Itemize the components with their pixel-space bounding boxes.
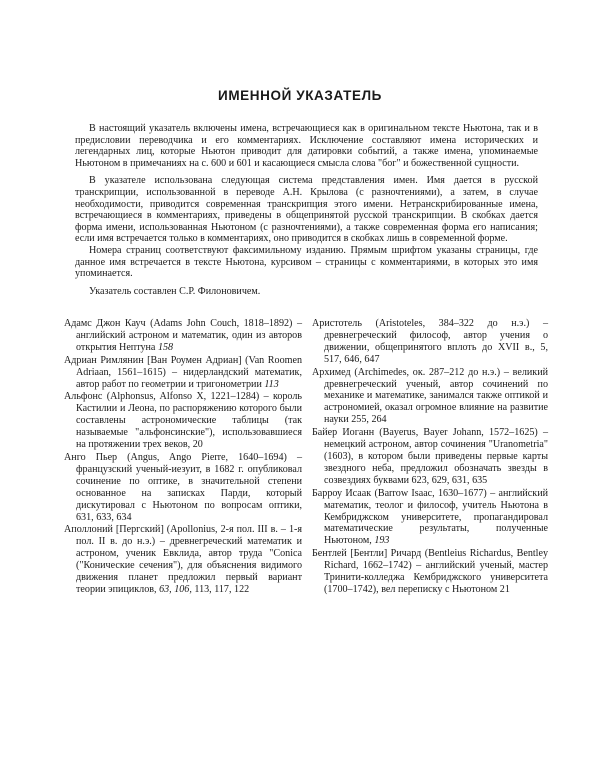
index-column-right — [312, 318, 548, 597]
intro-author-note: Указатель составлен С.Р. Филоновичем. — [89, 285, 261, 297]
entry-text-pages: 623, 629, 631, 635 — [411, 474, 488, 486]
index-entry — [64, 524, 302, 595]
entry-text-pages: 113, 117, 122 — [191, 583, 250, 595]
intro-paragraph-2: В указателе использована следующая система представления имен. Имя дается в русской транскрипции, использованной в переводе А.Н. Крылова (с разночтениями), а затем, в случае необходимости, приводится современная транскрипция этого имени. Нетранскрибированные имена, встречающиеся в комментариях, приведены в общепринятой русской транскрипции. В скобках дается форма имени, использованная Ньютоном (с разночтениями), а также современная форма его написания; если имя встречается только в комментариях, оно приводится в скобках лишь в современной форме. — [75, 175, 538, 245]
entry-text: Адриан Римлянин [Ван Роумен Адриан] (Van Roomen Adriaan, 1561–1615) – нидерландский математик, автор работ по геометрии и тригонометрии — [64, 354, 302, 390]
entry-comment-pages: 113 — [264, 378, 279, 390]
index-entry — [312, 488, 548, 548]
index-entry — [64, 452, 302, 523]
entry-text-pages: 21 — [499, 583, 510, 595]
entry-text-pages: 631, 633, 634 — [76, 511, 132, 523]
entry-comment-pages: 158 — [157, 341, 174, 353]
index-entry — [64, 391, 302, 451]
entry-text: Байер Иоганн (Bayerus, Bayer Johann, 1572–1625) – немецкий астроном, автор сочинения "Uranometria" (1603), в котором были приведены первые карты звездного неба, предложил обозначать звезды в созвездиях буквами — [312, 427, 548, 486]
entry-text: Адамс Джон Кауч (Adams John Couch, 1818–1892) – английский астроном и математик, один из авторов открытия Нептуна — [64, 318, 302, 353]
entry-text: Анго Пьер (Angus, Ango Pierre, 1640–1694) – французский ученый-иезуит, в 1682 г. опубликовал сочинение по оптике, в значительной степени основанное на записках Парди, который дискутировал с Ньютоном по вопросам оптики, — [64, 451, 302, 511]
entry-text-pages: 20 — [192, 439, 203, 451]
intro-paragraph-3: Номера страниц соответствуют факсимильному изданию. Прямым шрифтом указаны страницы, где данное имя встречается в тексте Ньютона, курсивом – страницы с комментариями, в которых это имя упоминается. — [75, 244, 538, 280]
index-entry — [312, 427, 548, 487]
entry-text: Альфонс (Alphonsus, Alfonso X, 1221–1284) – король Кастилии и Леона, по распоряжению которого были составлены астрономические таблицы (так называемые "альфонсинские"), использовавшиеся на протяжении трех веков, — [64, 391, 302, 451]
intro-section — [75, 123, 538, 297]
entry-comment-pages: 63, 106, — [159, 583, 192, 595]
index-entry — [312, 367, 548, 427]
entry-text: Аполлоний [Пергский] (Apollonius, 2-я пол. III в. – 1-я пол. II в. до н.э.) – древнегреческий математик и астроном, ученик Евклида, автор труда "Conica ("Конические сечения"), для объяснения видимого движения планет предложил первый вариант теории эпициклов, — [64, 524, 302, 595]
entry-text-pages: 255, 264 — [351, 414, 387, 426]
page-title: ИМЕННОЙ УКАЗАТЕЛЬ — [218, 88, 382, 103]
index-entry — [312, 548, 548, 596]
entry-text: Бентлей [Бентли] Ричард (Bentleius Richardus, Bentley Richard, 1662–1742) – английский ученый, мастер Тринити-колледжа Кембриджского университета (1700–1742), вел переписку с Ньютоном — [312, 548, 548, 595]
index-entry — [312, 318, 548, 366]
entry-text: Архимед (Archimedes, ок. 287–212 до н.э.) – великий древнегреческий ученый, автор сочинений по механике и математике, занимался также оптикой и астрономией, оказал огромное влияние на развитие науки — [312, 366, 548, 426]
index-column-left — [64, 318, 302, 597]
index-entry — [64, 355, 302, 391]
index-entry — [64, 318, 302, 354]
entry-text: Аристотель (Aristoteles, 384–322 до н.э.) – древнегреческий философ, автор учения о движении, общепринятого вплоть до XVII в., — [312, 318, 548, 353]
entry-text: Барроу Исаак (Barrow Isaac, 1630–1677) – английский математик, теолог и философ, учитель Ньютона в Кембриджском университете, пропагандировал математические результаты, полученные Ньютоном, — [312, 487, 548, 547]
entry-comment-pages: 193 — [374, 535, 390, 547]
entry-text-pages: 5, 517, 646, 647 — [324, 341, 548, 365]
intro-paragraph-1: В настоящий указатель включены имена, встречающиеся как в оригинальном тексте Ньютона, так и в предисловии переводчика и его комментариях. Исключение составляют имена исторических и легендарных лиц, которые Ньютон приводит для датировки событий, а также имена, упоминаемые Ньютоном в примечаниях на с. 600 и 601 и касающиеся смысла слова "бог" и божественной сущности. — [75, 123, 538, 169]
